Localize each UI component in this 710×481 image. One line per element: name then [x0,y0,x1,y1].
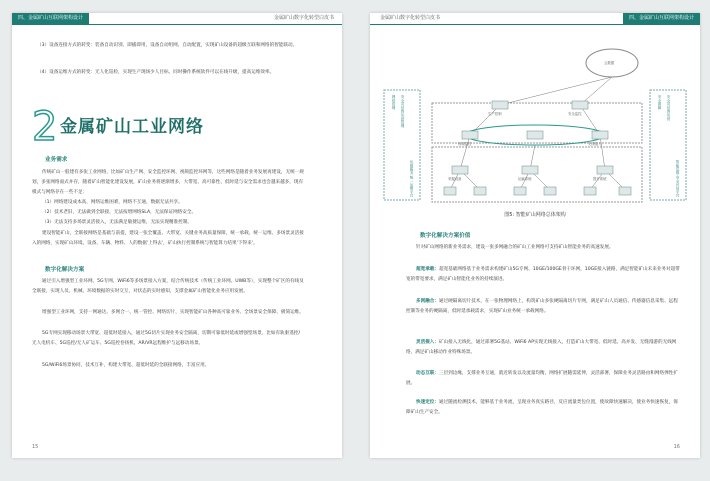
right-header-rule [370,24,700,25]
chapter-title: 金属矿山工业网络 [60,117,204,137]
solution-paragraph-4: 5G/WiFi6场景协同，技术互补，构建大带宽、超低时延的全联接网络，丰富应用。 [42,363,210,368]
right-col-mid: 安全可信的运营 [667,95,671,121]
node-label-5: 运输系统 [518,177,532,181]
value-item-5-key: 快速定位： [416,400,439,405]
intro-paragraph-2: （4）设备运维方式的转变：无人化巡检，实现生产现场少人目标，同时操作系统软件可以在线升级，提高运维效率。 [37,70,275,75]
chapter-number: 2 [32,104,58,150]
right-header-title: 金属矿山数字化转型白皮书 [380,15,441,21]
business-item-1: （1）网络建设成本高，网络运维困难，网络不互通，数据无法共享。 [42,200,183,205]
left-header-tab: 四、金属矿山互联网架构设计 [12,13,89,24]
business-paragraph-1: 传统矿山一般建有多张工业网络，比如矿山生产网、安全监控环网、视频监控环网等，这些网络是随着业务发展再建设，无统一规划，多张网络面式并存，随着矿山智能化建设发展，矿山业务将逐渐增多，大带宽、高可靠性、低时延与安全需求也会越来越多，现有模式与网络存在一些不足： [32,170,304,195]
business-item-3: （3）无法支持多场景灵活接入，无法满足敏捷运维，无法实现精准控制。 [42,220,192,225]
value-item-3-key: 灵活接入： [416,340,439,345]
value-intro: 针对矿山网络的新业务需求，建设一张多网融合的矿山工业网络可支持矿山智能业务的高速发展。 [416,245,614,250]
right-header-tab: 四、金属矿山互联网架构设计 [623,13,700,24]
solution-paragraph-1: 通过引入增强型工业环网、5G专网、WiFi6等多场景接入方案，结合传统技术（传统工业环网、UWB等），实现整个矿区的有线及全联接，实现人员、机械、环境数据的实时交互，对状态的实时感知，支撑金属矿山智能化业务应用发展。 [32,279,304,294]
value-item-1 [406,265,681,285]
node-label-7: 无线接入 [588,142,602,146]
value-item-2 [406,297,681,317]
network-diagram [380,35,690,205]
left-col-top: 网络管理 [392,95,396,110]
solution-paragraph-3: 5G专网实现移动场景大带宽、超低时延接入，通过5G切片实现业务安全隔离，切期可靠低时延或增强型场景，比如有轨驱遥控/无人电机车、5G巡控/无人矿运车、5G巡控卷扬机、AR/VR远程维护与远移动场景。 [32,331,300,346]
node-label-1: 生产控制 [488,112,502,116]
value-item-1-text: 超宽基础网络基于业务需求构建矿山5G专网、10GE/100GE骨干环网，10GE接入链路，满足智能矿山未来业务对超带宽的带宽要求，满足矿山智能化业务的持续演进。 [406,267,680,282]
right-col-top: 安全保障 [658,95,662,110]
value-item-3 [406,338,681,358]
value-item-4 [406,369,681,389]
solution-paragraph-2: 增强型工业环网，支持一网通达、多网合一、统一管控、网络切片，实现智能矿山各种高可靠业务、全场景安全保障、极简运维。 [42,310,304,315]
value-item-2-text: 通过硬隔离切片技术，在一张物理网络上，构筑矿山多张硬隔离切片专网，满足矿山人员通信、传感器信息采集、远程控制等业务的硬隔离，低时延承载需求，实现矿山业务统一承载网络。 [406,299,678,314]
left-page [12,13,342,458]
node-label-3: 视频监控 [458,142,472,146]
business-item-2: （2）技术老旧，无法做到全联接，无法按增网络SLA，无法保证网络安全。 [42,210,197,215]
value-item-5-text: 通过随流检测技术，能够基于业务流，呈现业务真实路径，反应流量类包位置，使故障快速解决，使业务快速恢复，保障矿山生产安全。 [406,400,678,415]
network-diagram-svg [380,35,690,205]
node-label-4: 采掘设备 [448,177,462,181]
intro-paragraph-1: （3）设备连接方式的转变：装备自动识别、即插即用，设备自动组网、自动配置，实现矿山设备的超级互联和网络的智能联动。 [37,43,298,48]
access-zone [432,147,642,202]
node-label-2: 安全监控 [568,112,582,116]
left-header-title: 金属矿山数字化转型白皮书 [273,15,334,21]
right-page [370,13,700,458]
right-col-bottom: 智能运维 安全可信平台 [676,160,680,198]
left-col-bottom: 运维服务 统一运维平台 [410,160,414,198]
value-item-2-key: 多网融合： [416,299,439,304]
business-paragraph-2: 建设智能矿山，全联接网络是基础与前提，建设一张全覆盖、大带宽、关键业务高质量保障，统一承载、统一运维、多场景灵活接入的网络，实现矿山环境、设备、车辆、物料、人的数据'上得去'，矿山执行控制系统与智能算力结果'下得来'。 [32,231,304,246]
left-col-mid: 安全可信的运营管理 [401,95,405,128]
value-item-4-text: 三层到边缘，支撑业务互通，就近转发以及流量均衡，网络扩展随需延伸，灵活部署，保障业务灵活路由和网络弹性扩展。 [406,371,678,386]
left-page-number: 15 [32,444,39,450]
node-label-6: 提升系统 [593,177,607,181]
value-item-3-text: 矿山接入无线化，通过部署5G基站、WiFi6 AP实现无线接入，打造矿山大带宽、低时延、高并发、无缝漫游的无线网络，满足矿山移动作业特殊场景。 [406,340,677,355]
section-business-heading: 业务需求 [45,157,68,163]
right-page-number: 16 [673,444,680,450]
value-item-1-key: 超宽承载： [416,267,439,272]
figure-caption: 图5: 智能矿山网络总体架构 [504,212,566,218]
value-item-5 [406,398,681,418]
left-header-rule [12,24,342,25]
section-solution-heading: 数字化解决方案 [45,267,85,273]
cloud-label: 云数据 [604,61,615,65]
value-item-4-key: 动态互联： [416,371,439,376]
section-value-heading: 数字化解决方案价值 [420,233,471,239]
